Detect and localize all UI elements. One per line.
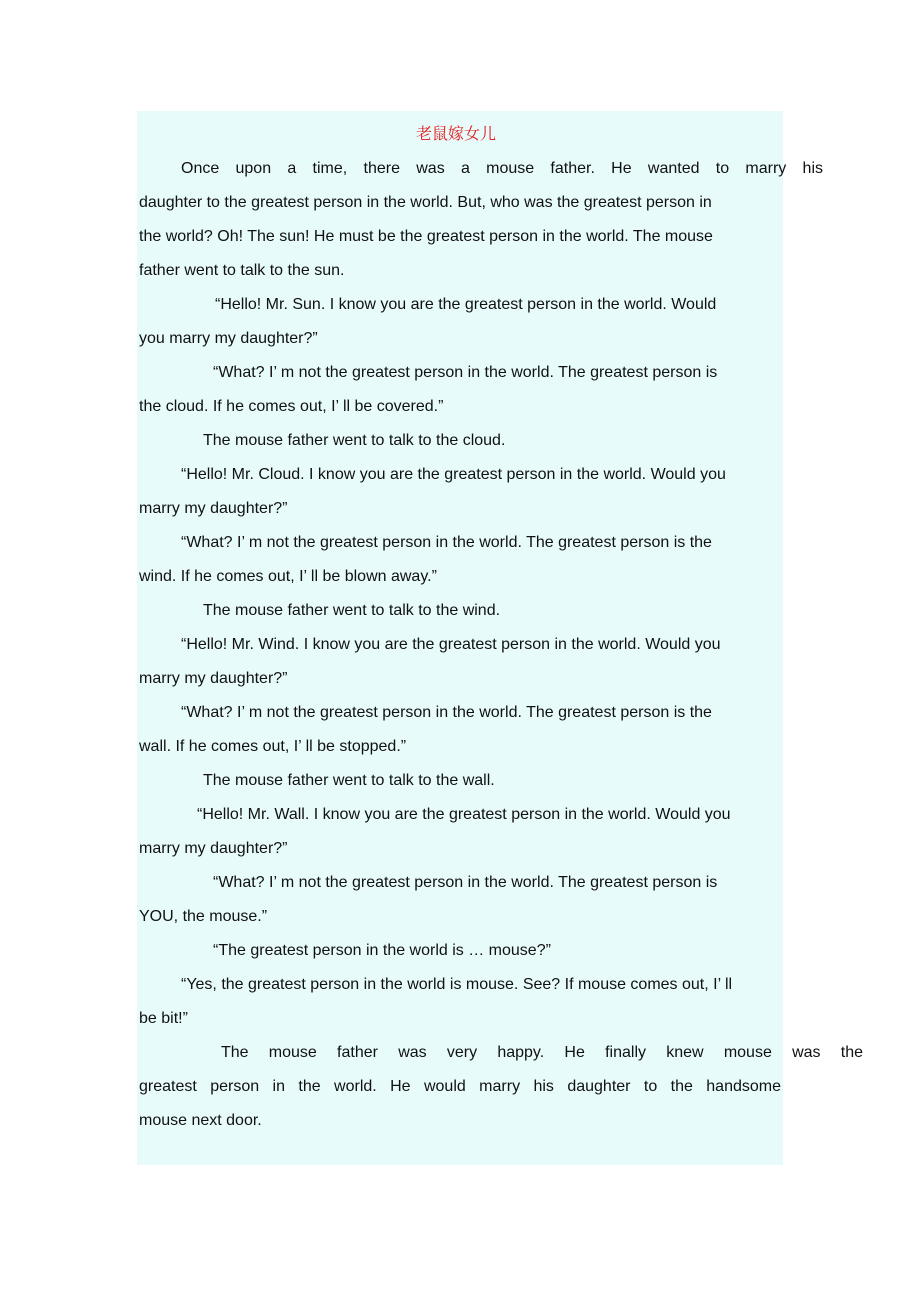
story-line: wall. If he comes out, I’ ll be stopped.” (139, 738, 407, 755)
story-line: you marry my daughter?” (139, 330, 318, 347)
story-line: be bit!” (139, 1010, 188, 1027)
story-line: mouse next door. (139, 1112, 262, 1129)
story-content (139, 118, 863, 1138)
story-line: YOU, the mouse.” (139, 908, 268, 925)
story-line: “What? I’ m not the greatest person in the world. The greatest person is (213, 874, 718, 891)
story-line: The mouse father went to talk to the cloud. (203, 432, 506, 449)
story-line: “What? I’ m not the greatest person in the world. The greatest person is (213, 364, 718, 381)
story-line: “What? I’ m not the greatest person in the world. The greatest person is the (181, 704, 712, 721)
story-line: “Hello! Mr. Wall. I know you are the greatest person in the world. Would you (197, 806, 731, 823)
story-line: “The greatest person in the world is … mouse?” (213, 942, 551, 959)
story-line: daughter to the greatest person in the world. But, who was the greatest person in (139, 194, 712, 211)
story-line: “Hello! Mr. Cloud. I know you are the greatest person in the world. Would you (181, 466, 726, 483)
story-line: The mouse father went to talk to the wind. (203, 602, 501, 619)
story-line: “Yes, the greatest person in the world is mouse. See? If mouse comes out, I’ ll (181, 976, 733, 993)
story-line: The mouse father went to talk to the wall. (203, 772, 495, 789)
story-title: 老鼠嫁女儿 (415, 126, 496, 143)
story-line: “Hello! Mr. Sun. I know you are the greatest person in the world. Would (215, 296, 717, 313)
story-line: marry my daughter?” (139, 670, 288, 687)
story-line: the cloud. If he comes out, I’ ll be covered.” (139, 398, 444, 415)
story-line: marry my daughter?” (139, 840, 288, 857)
story-line: father went to talk to the sun. (139, 262, 345, 279)
story-line: The mouse father was very happy. He finally knew mouse was the (221, 1044, 863, 1061)
story-line: “What? I’ m not the greatest person in the world. The greatest person is the (181, 534, 712, 551)
story-line: Once upon a time, there was a mouse father. He wanted to marry his (181, 160, 823, 177)
story-line: greatest person in the world. He would marry his daughter to the handsome (139, 1078, 781, 1095)
story-line: wind. If he comes out, I’ ll be blown away.” (139, 568, 437, 585)
story-line: marry my daughter?” (139, 500, 288, 517)
story-line: the world? Oh! The sun! He must be the greatest person in the world. The mouse (139, 228, 713, 245)
story-line: “Hello! Mr. Wind. I know you are the greatest person in the world. Would you (181, 636, 721, 653)
